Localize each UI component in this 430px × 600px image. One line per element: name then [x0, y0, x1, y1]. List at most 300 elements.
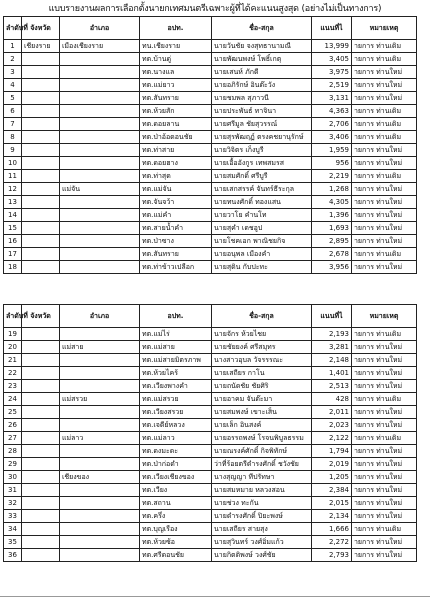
cell-org: ทต.เวียง [140, 484, 212, 497]
cell-org: ทต.แม่ลาว [140, 432, 212, 445]
cell-no: 4 [4, 79, 22, 92]
table-row [4, 484, 417, 497]
cell-province [22, 209, 60, 222]
cell-note: ายการ ท่านใหม่ [352, 341, 417, 354]
cell-votes: 2,134 [312, 510, 352, 523]
cell-votes: 1,401 [312, 367, 352, 380]
cell-amphoe [60, 53, 140, 66]
page-title: แบบรายงานผลการเลือกตั้งนายกเทศมนตรีเฉพาะผู้ที่ได้คะแนนสูงสุด (อย่างไม่เป็นทางการ) [48, 4, 382, 14]
cell-amphoe [60, 458, 140, 471]
cell-amphoe [60, 222, 140, 235]
cell-note: ายการ ท่านเดิม [352, 248, 417, 261]
cell-no: 30 [4, 471, 22, 484]
cell-note: ายการ ท่านใหม่ [352, 354, 417, 367]
results-table-section-1 [3, 16, 417, 274]
cell-votes: 1,205 [312, 471, 352, 484]
cell-note: ายการ ท่านใหม่ [352, 222, 417, 235]
cell-votes: 3,975 [312, 66, 352, 79]
cell-org: ทต.สันทราย [140, 92, 212, 105]
cell-name: ว่าที่ร้อยตรีดำรงศักดิ์ ชวังชัย [212, 458, 312, 471]
cell-note: ายการ ท่านใหม่ [352, 510, 417, 523]
cell-province [22, 432, 60, 445]
cell-votes: 2,019 [312, 458, 352, 471]
table-row [4, 196, 417, 209]
cell-note: ายการ ท่านใหม่ [352, 536, 417, 549]
cell-votes: 2,148 [312, 354, 352, 367]
cell-name: นายสมหมาย หลวงสอน [212, 484, 312, 497]
cell-no: 28 [4, 445, 22, 458]
table-row [4, 183, 417, 196]
cell-no: 34 [4, 523, 22, 536]
cell-province [22, 380, 60, 393]
cell-note: ายการ ท่านใหม่ [352, 406, 417, 419]
cell-no: 26 [4, 419, 22, 432]
cell-amphoe [60, 235, 140, 248]
cell-name: นายชมพล สุภาวนี [212, 92, 312, 105]
cell-province [22, 53, 60, 66]
table-row [4, 341, 417, 354]
cell-note: ายการ ท่านใหม่ [352, 445, 417, 458]
cell-amphoe [60, 105, 140, 118]
cell-no: 33 [4, 510, 22, 523]
cell-amphoe [60, 549, 140, 562]
table-row [4, 523, 417, 536]
cell-no: 31 [4, 484, 22, 497]
cell-no: 2 [4, 53, 22, 66]
table-row [4, 497, 417, 510]
cell-province [22, 497, 60, 510]
cell-amphoe [60, 367, 140, 380]
cell-name: นายอรรถพงษ์ โรจนพิบูลธรรม [212, 432, 312, 445]
cell-no: 13 [4, 196, 22, 209]
cell-name: นายเสถียร สายสุง [212, 523, 312, 536]
cell-note: ายการ ท่านใหม่ [352, 183, 417, 196]
cell-org: ทต.ห้วยซ้อ [140, 536, 212, 549]
cell-votes: 956 [312, 157, 352, 170]
cell-org: ทต.แม่สรวย [140, 393, 212, 406]
cell-votes: 2,023 [312, 419, 352, 432]
cell-org: ทต.บุญเรือง [140, 523, 212, 536]
cell-note: ายการ ท่านเดิม [352, 393, 417, 406]
cell-name: นายอนุพล เมืองคำ [212, 248, 312, 261]
cell-no: 29 [4, 458, 22, 471]
page-bottom-divider [0, 596, 430, 597]
table-row [4, 170, 417, 183]
cell-province [22, 118, 60, 131]
cell-votes: 4,363 [312, 105, 352, 118]
cell-province [22, 471, 60, 484]
cell-amphoe [60, 248, 140, 261]
cell-amphoe: แม่ลาว [60, 432, 140, 445]
cell-name: นายกิตติพงษ์ วงศ์ชัย [212, 549, 312, 562]
cell-name: นายสุคำ เดชอูป [212, 222, 312, 235]
cell-org: ทต.ดอยลาน [140, 118, 212, 131]
cell-no: 25 [4, 406, 22, 419]
cell-org: ทต.แม่ยาว [140, 79, 212, 92]
cell-no: 3 [4, 66, 22, 79]
cell-note: ายการ ท่านใหม่ [352, 549, 417, 562]
cell-votes: 3,131 [312, 92, 352, 105]
cell-name: นายสุรพัฒฤฏ์ ตรงคชยานุรักษ์ [212, 131, 312, 144]
table-row [4, 40, 417, 53]
table-row [4, 406, 417, 419]
cell-votes: 2,384 [312, 484, 352, 497]
cell-note: ายการ ท่านเดิม [352, 40, 417, 53]
cell-amphoe [60, 92, 140, 105]
cell-province [22, 248, 60, 261]
header-votes: แนนที่ไ [312, 17, 352, 40]
cell-note: ายการ ท่านเดิม [352, 170, 417, 183]
table-row [4, 222, 417, 235]
cell-votes: 2,678 [312, 248, 352, 261]
cell-amphoe [60, 354, 140, 367]
cell-org: ทต.นางแล [140, 66, 212, 79]
header-province: จังหวัด [22, 305, 60, 328]
cell-votes: 4,305 [312, 196, 352, 209]
cell-org: ทต.สถาน [140, 497, 212, 510]
cell-amphoe [60, 510, 140, 523]
cell-org: ทต.ดอยฮาง [140, 157, 212, 170]
cell-no: 32 [4, 497, 22, 510]
cell-votes: 2,219 [312, 170, 352, 183]
header-votes: แนนที่ไ [312, 305, 352, 328]
table-row [4, 66, 417, 79]
header-province: จังหวัด [22, 17, 60, 40]
cell-note: ายการ ท่านเดิม [352, 328, 417, 341]
cell-org: ทต.ป่าก่อดำ [140, 458, 212, 471]
table-row [4, 458, 417, 471]
cell-amphoe [60, 196, 140, 209]
cell-note: ายการ ท่านใหม่ [352, 66, 417, 79]
cell-org: ทต.ครึ่ง [140, 510, 212, 523]
cell-votes: 1,268 [312, 183, 352, 196]
header-org: อปท. [140, 305, 212, 328]
cell-name: นายโชคเอก พาณิชยกิจ [212, 235, 312, 248]
cell-no: 10 [4, 157, 22, 170]
cell-province [22, 406, 60, 419]
header-note: หมายเหตุ [352, 17, 417, 40]
cell-votes: 2,272 [312, 536, 352, 549]
cell-note: ายการ ท่านใหม่ [352, 484, 417, 497]
cell-name: นายเสถียร กาโน [212, 367, 312, 380]
cell-votes: 2,895 [312, 235, 352, 248]
cell-province [22, 222, 60, 235]
cell-votes: 2,015 [312, 497, 352, 510]
table-row [4, 79, 417, 92]
cell-name: นายอาคม จันต๊ะมา [212, 393, 312, 406]
table-row [4, 536, 417, 549]
cell-province [22, 261, 60, 274]
header-name: ชื่อ-สกุล [212, 305, 312, 328]
cell-note: ายการ ท่านใหม่ [352, 419, 417, 432]
cell-org: ทต.จันจว้า [140, 196, 212, 209]
cell-province: เชียงราย [22, 40, 60, 53]
cell-no: 16 [4, 235, 22, 248]
cell-name: นายวิจิตร เก็งบูรี [212, 144, 312, 157]
cell-no: 17 [4, 248, 22, 261]
cell-note: ายการ ท่านใหม่ [352, 92, 417, 105]
cell-province [22, 419, 60, 432]
cell-no: 20 [4, 341, 22, 354]
cell-province [22, 510, 60, 523]
cell-amphoe [60, 484, 140, 497]
cell-province [22, 445, 60, 458]
cell-amphoe: เชียงของ [60, 471, 140, 484]
cell-note: ายการ ท่านใหม่ [352, 367, 417, 380]
cell-province [22, 354, 60, 367]
cell-note: ายการ ท่านใหม่ [352, 209, 417, 222]
cell-no: 19 [4, 328, 22, 341]
header-note: หมายเหตุ [352, 305, 417, 328]
cell-no: 8 [4, 131, 22, 144]
cell-org: ทต.แม่คำ [140, 209, 212, 222]
cell-note: ายการ ท่านใหม่ [352, 471, 417, 484]
cell-name: นายสมศักดิ์ ศรีบูรี [212, 170, 312, 183]
cell-org: ทต.สายน้ำคำ [140, 222, 212, 235]
table-row [4, 328, 417, 341]
cell-province [22, 523, 60, 536]
cell-votes: 13,999 [312, 40, 352, 53]
cell-no: 24 [4, 393, 22, 406]
cell-org: ทต.ดงมะดะ [140, 445, 212, 458]
cell-org: ทต.ห้วยสัก [140, 105, 212, 118]
cell-org: ทต.เวียงพางคำ [140, 380, 212, 393]
cell-no: 15 [4, 222, 22, 235]
cell-votes: 1,396 [312, 209, 352, 222]
cell-no: 36 [4, 549, 22, 562]
cell-note: ายการ ท่านใหม่ [352, 497, 417, 510]
cell-org: ทน.เชียงราย [140, 40, 212, 53]
cell-amphoe [60, 445, 140, 458]
cell-amphoe [60, 523, 140, 536]
table-row [4, 131, 417, 144]
cell-votes: 2,122 [312, 432, 352, 445]
table-row [4, 393, 417, 406]
cell-province [22, 235, 60, 248]
cell-name: นายเสนห์ ภักดี [212, 66, 312, 79]
cell-amphoe [60, 79, 140, 92]
cell-name: นายสุวินทร์ วงศ์อิ่มแก้ว [212, 536, 312, 549]
cell-amphoe [60, 419, 140, 432]
cell-name: นายถนัดชัย ชัยศิริ [212, 380, 312, 393]
cell-votes: 2,706 [312, 118, 352, 131]
cell-name: นายสุดิน กับปะทะ [212, 261, 312, 274]
cell-amphoe [60, 380, 140, 393]
table-row [4, 53, 417, 66]
cell-org: ทต.ป่าซาง [140, 235, 212, 248]
cell-province [22, 536, 60, 549]
table-row [4, 549, 417, 562]
header-name: ชื่อ-สกุล [212, 17, 312, 40]
cell-org: ทต.แม่สาย [140, 341, 212, 354]
cell-amphoe [60, 328, 140, 341]
cell-votes: 2,519 [312, 79, 352, 92]
cell-amphoe [60, 209, 140, 222]
cell-name: นายอภิรักษ์ อินต๊ะวัง [212, 79, 312, 92]
cell-note: ายการ ท่านเดิม [352, 118, 417, 131]
cell-province [22, 484, 60, 497]
cell-votes: 3,406 [312, 131, 352, 144]
cell-note: ายการ ท่านเดิม [352, 105, 417, 118]
header-amphoe: อำเภอ [60, 17, 140, 40]
cell-amphoe: แม่สาย [60, 341, 140, 354]
cell-votes: 1,693 [312, 222, 352, 235]
cell-note: ายการ ท่านใหม่ [352, 380, 417, 393]
cell-votes: 1,959 [312, 144, 352, 157]
table-row [4, 105, 417, 118]
cell-name: นายเอื้ออังกูร เทพสมรส [212, 157, 312, 170]
cell-no: 22 [4, 367, 22, 380]
cell-org: ทต.แม่จัน [140, 183, 212, 196]
cell-amphoe [60, 406, 140, 419]
table-row [4, 510, 417, 523]
results-table-section-2 [3, 304, 417, 562]
table-row [4, 92, 417, 105]
header-no: ลำดับที่ [4, 305, 22, 328]
cell-amphoe [60, 144, 140, 157]
cell-note: ายการ ท่านใหม่ [352, 144, 417, 157]
cell-no: 35 [4, 536, 22, 549]
cell-org: ทต.เจดีย์หลวง [140, 419, 212, 432]
cell-no: 27 [4, 432, 22, 445]
cell-province [22, 196, 60, 209]
cell-votes: 2,193 [312, 328, 352, 341]
table-row [4, 144, 417, 157]
cell-province [22, 144, 60, 157]
cell-votes: 2,513 [312, 380, 352, 393]
cell-no: 7 [4, 118, 22, 131]
cell-amphoe [60, 131, 140, 144]
cell-amphoe [60, 261, 140, 274]
cell-name: นายวาโย คำนโท [212, 209, 312, 222]
cell-org: ทต.ป่าอ้อดอนชัย [140, 131, 212, 144]
cell-note: ายการ ท่านใหม่ [352, 79, 417, 92]
table-row [4, 445, 417, 458]
cell-votes: 3,405 [312, 53, 352, 66]
table-row [4, 471, 417, 484]
cell-province [22, 170, 60, 183]
cell-org: ทต.ท่าข้าวเปลือก [140, 261, 212, 274]
cell-province [22, 66, 60, 79]
header-no: ลำดับที่ [4, 17, 22, 40]
cell-org: ทต.ห้วยไคร้ [140, 367, 212, 380]
cell-votes: 428 [312, 393, 352, 406]
cell-note: ายการ ท่านเดิม [352, 53, 417, 66]
cell-name: นายณรงค์ศักดิ์ กิจพิทักษ์ [212, 445, 312, 458]
cell-name: นายศรีมูล ชัยสุวรรณ์ [212, 118, 312, 131]
cell-amphoe [60, 536, 140, 549]
cell-no: 18 [4, 261, 22, 274]
cell-org: ทต.ศรีดอนชัย [140, 549, 212, 562]
cell-province [22, 367, 60, 380]
cell-name: นายจักร ห้วยไชย [212, 328, 312, 341]
cell-org: ทต.ท่าสุด [140, 170, 212, 183]
cell-votes: 3,281 [312, 341, 352, 354]
cell-note: ายการ ท่านใหม่ [352, 196, 417, 209]
cell-province [22, 458, 60, 471]
cell-province [22, 157, 60, 170]
cell-note: ายการ ท่านเดิม [352, 523, 417, 536]
cell-name: นายเล็ก อินสงค์ [212, 419, 312, 432]
cell-amphoe [60, 157, 140, 170]
cell-org: ทต.แม่ไร่ [140, 328, 212, 341]
cell-province [22, 92, 60, 105]
table-body-section-1 [4, 40, 417, 274]
cell-votes: 1,794 [312, 445, 352, 458]
table-header-row [4, 17, 417, 40]
cell-org: ทต.แม่สายมิตรภาพ [140, 354, 212, 367]
cell-no: 14 [4, 209, 22, 222]
table-row [4, 380, 417, 393]
table-row [4, 157, 417, 170]
cell-no: 5 [4, 92, 22, 105]
cell-name: นางสาวอุบล วัจรรรณะ [212, 354, 312, 367]
cell-amphoe [60, 118, 140, 131]
table-row [4, 419, 417, 432]
cell-no: 23 [4, 380, 22, 393]
cell-org: ทต.เวียงสรวย [140, 406, 212, 419]
cell-votes: 2,011 [312, 406, 352, 419]
cell-name: นายดำรงศักดิ์ ปิยะพงษ์ [212, 510, 312, 523]
cell-org: ทต.สันทราย [140, 248, 212, 261]
header-amphoe: อำเภอ [60, 305, 140, 328]
cell-province [22, 393, 60, 406]
cell-amphoe: แม่สรวย [60, 393, 140, 406]
cell-name: นางสุญญา ทีปรัทษา [212, 471, 312, 484]
cell-note: ายการ ท่านใหม่ [352, 157, 417, 170]
cell-org: ทต.ท่าสาย [140, 144, 212, 157]
cell-org: ทต.บ้านดู่ [140, 53, 212, 66]
cell-note: ายการ ท่านเดิม [352, 432, 417, 445]
cell-votes: 3,956 [312, 261, 352, 274]
cell-no: 9 [4, 144, 22, 157]
cell-amphoe: แม่จัน [60, 183, 140, 196]
cell-province [22, 131, 60, 144]
table-row [4, 248, 417, 261]
cell-votes: 1,666 [312, 523, 352, 536]
cell-province [22, 549, 60, 562]
cell-name: นายประพันธ์ ทาจินา [212, 105, 312, 118]
cell-province [22, 183, 60, 196]
cell-name: นายวันชัย จงสุทธานามณี [212, 40, 312, 53]
table-header-row [4, 305, 417, 328]
cell-no: 6 [4, 105, 22, 118]
cell-note: ายการ ท่านใหม่ [352, 235, 417, 248]
cell-amphoe [60, 170, 140, 183]
cell-name: นายเสกสรรค์ จันทร์ธีระกุล [212, 183, 312, 196]
cell-name: นายทนงศักดิ์ ทองแสน [212, 196, 312, 209]
cell-no: 1 [4, 40, 22, 53]
cell-no: 12 [4, 183, 22, 196]
table-row [4, 367, 417, 380]
table-row [4, 432, 417, 445]
cell-province [22, 328, 60, 341]
cell-note: ายการ ท่านใหม่ [352, 458, 417, 471]
cell-province [22, 105, 60, 118]
cell-province [22, 79, 60, 92]
table-row [4, 354, 417, 367]
table-body-section-2 [4, 328, 417, 562]
table-row [4, 118, 417, 131]
header-org: อปท. [140, 17, 212, 40]
cell-note: ายการ ท่านเดิม [352, 131, 417, 144]
cell-province [22, 341, 60, 354]
cell-name: นายชัยยงค์ ศรีสมุทร [212, 341, 312, 354]
cell-name: นายพัฒนพงษ์ โพธิ์เกตุ [212, 53, 312, 66]
cell-amphoe [60, 497, 140, 510]
cell-amphoe [60, 66, 140, 79]
cell-no: 11 [4, 170, 22, 183]
